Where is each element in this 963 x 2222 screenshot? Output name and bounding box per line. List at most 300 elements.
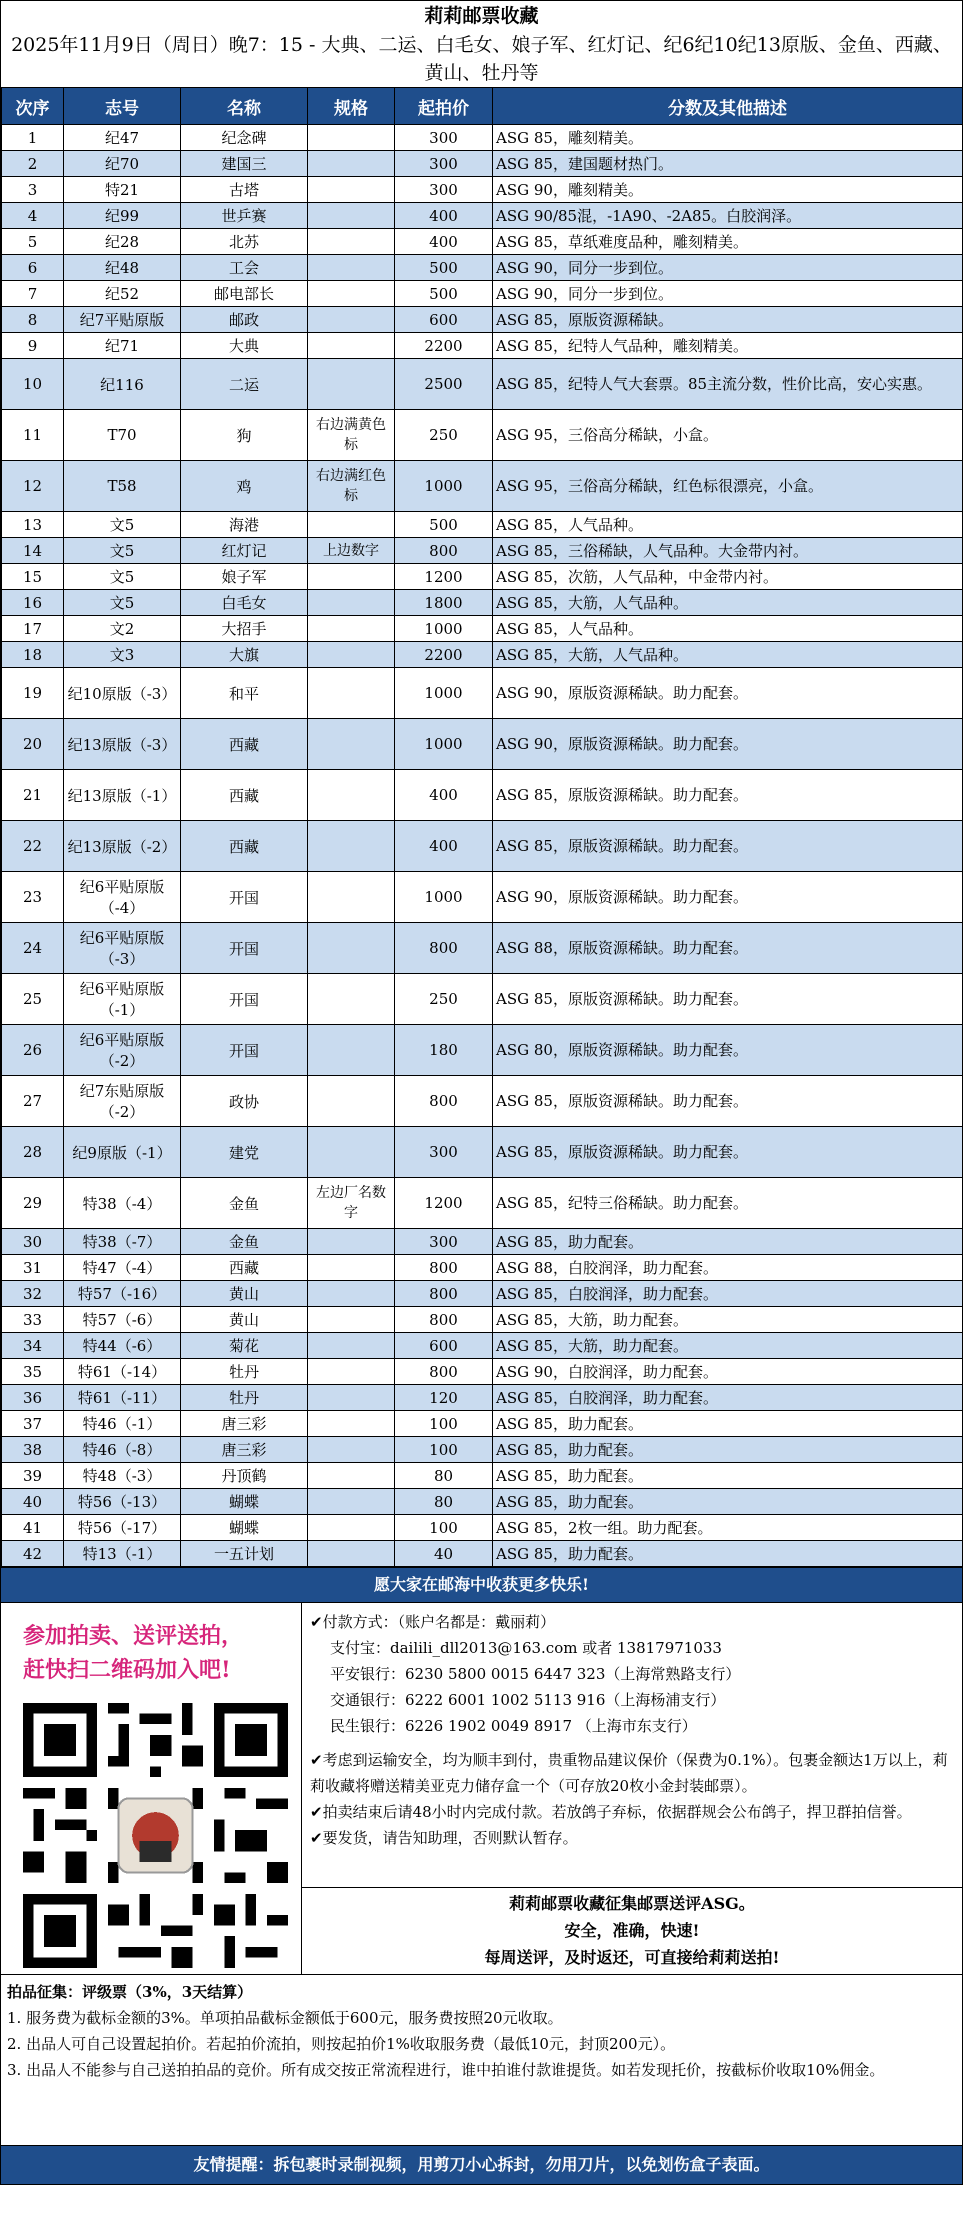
column-header-name: 名称 (181, 88, 308, 125)
stamp-code: 特56（-17） (64, 1515, 181, 1541)
table-row (2, 1437, 963, 1463)
qr-code-image[interactable] (23, 1703, 288, 1968)
lot-description: ASG 85，大筋，助力配套。 (493, 1333, 963, 1359)
stamp-name: 黄山 (181, 1307, 308, 1333)
lot-number: 22 (2, 821, 64, 872)
stamp-spec (308, 1333, 395, 1359)
lot-number: 12 (2, 461, 64, 512)
starting-price: 100 (395, 1515, 493, 1541)
stamp-spec (308, 564, 395, 590)
stamp-name: 红灯记 (181, 538, 308, 564)
table-row (2, 1541, 963, 1567)
stamp-spec (308, 307, 395, 333)
stamp-code: 特47（-4） (64, 1255, 181, 1281)
stamp-spec (308, 1229, 395, 1255)
stamp-spec (308, 923, 395, 974)
stamp-spec (308, 1437, 395, 1463)
starting-price: 1000 (395, 668, 493, 719)
stamp-name: 西藏 (181, 1255, 308, 1281)
starting-price: 80 (395, 1463, 493, 1489)
lot-number: 24 (2, 923, 64, 974)
starting-price: 500 (395, 255, 493, 281)
shipping-note: ✔考虑到运输安全，均为顺丰到付，贵重物品建议保价（保费为0.1%）。包裹金额达1万以上，莉莉收藏将赠送精美亚克力储存盒一个（可存放20枚小金封装邮票）。 (310, 1751, 948, 1795)
lot-description: ASG 85，大筋，助力配套。 (493, 1307, 963, 1333)
lot-number: 17 (2, 616, 64, 642)
stamp-spec (308, 1385, 395, 1411)
lot-description: ASG 85，2枚一组。助力配套。 (493, 1515, 963, 1541)
lot-description: ASG 90，同分一步到位。 (493, 255, 963, 281)
lot-number: 8 (2, 307, 64, 333)
stamp-code: 纪48 (64, 255, 181, 281)
stamp-code: 纪47 (64, 125, 181, 151)
stamp-name: 古塔 (181, 177, 308, 203)
lot-number: 4 (2, 203, 64, 229)
stamp-code: 纪13原版（-3） (64, 719, 181, 770)
stamp-name: 娘子军 (181, 564, 308, 590)
table-row (2, 770, 963, 821)
starting-price: 800 (395, 1281, 493, 1307)
stamp-name: 牡丹 (181, 1359, 308, 1385)
lot-number: 25 (2, 974, 64, 1025)
starting-price: 1000 (395, 719, 493, 770)
stamp-name: 海港 (181, 512, 308, 538)
table-row (2, 923, 963, 974)
promo-text (1, 1603, 301, 1687)
table-row (2, 1463, 963, 1489)
lot-description: ASG 95，三俗高分稀缺，红色标很漂亮，小盒。 (493, 461, 963, 512)
stamp-name: 开国 (181, 923, 308, 974)
stamp-name: 二运 (181, 359, 308, 410)
table-row (2, 1025, 963, 1076)
starting-price: 800 (395, 538, 493, 564)
lot-description: ASG 88，原版资源稀缺。助力配套。 (493, 923, 963, 974)
starting-price: 600 (395, 307, 493, 333)
payment-info (302, 1603, 962, 1887)
starting-price: 800 (395, 1307, 493, 1333)
stamp-code: 特61（-11） (64, 1385, 181, 1411)
table-row (2, 564, 963, 590)
starting-price: 400 (395, 821, 493, 872)
table-row (2, 151, 963, 177)
stamp-name: 菊花 (181, 1333, 308, 1359)
stamp-name: 白毛女 (181, 590, 308, 616)
starting-price: 400 (395, 203, 493, 229)
lot-number: 32 (2, 1281, 64, 1307)
starting-price: 40 (395, 1541, 493, 1567)
lot-description: ASG 85，建国题材热门。 (493, 151, 963, 177)
stamp-spec: 左边厂名数字 (308, 1178, 395, 1229)
table-header-row (2, 88, 963, 125)
lot-description: ASG 95，三俗高分稀缺，小盒。 (493, 410, 963, 461)
table-row (2, 1411, 963, 1437)
stamp-name: 唐三彩 (181, 1411, 308, 1437)
table-row (2, 719, 963, 770)
stamp-spec (308, 590, 395, 616)
stamp-spec (308, 616, 395, 642)
table-row (2, 590, 963, 616)
table-row (2, 1307, 963, 1333)
table-row (2, 1489, 963, 1515)
table-row (2, 872, 963, 923)
column-header-desc: 分数及其他描述 (493, 88, 963, 125)
friendly-tip-banner: 友情提醒：拆包裹时录制视频，用剪刀小心拆封，勿用刀片，以免划伤盒子表面。 (1, 2145, 962, 2184)
service-line-1: 莉莉邮票收藏征集邮票送评ASG。 (509, 1894, 755, 1913)
table-row (2, 125, 963, 151)
lot-description: ASG 85，白胶润泽，助力配套。 (493, 1385, 963, 1411)
starting-price: 2500 (395, 359, 493, 410)
stamp-code: 纪28 (64, 229, 181, 255)
lot-number: 40 (2, 1489, 64, 1515)
starting-price: 300 (395, 151, 493, 177)
stamp-code: 特56（-13） (64, 1489, 181, 1515)
starting-price: 80 (395, 1489, 493, 1515)
stamp-code: 文2 (64, 616, 181, 642)
stamp-spec (308, 151, 395, 177)
payment-column (302, 1603, 962, 1974)
table-row (2, 333, 963, 359)
stamp-name: 开国 (181, 872, 308, 923)
stamp-name: 牡丹 (181, 1385, 308, 1411)
stamp-spec (308, 719, 395, 770)
payment-deadline-note: ✔拍卖结束后请48小时内完成付款。若放鸽子弃标，依据群规会公布鸽子，捍卫群拍信誉。 (310, 1803, 912, 1821)
starting-price: 800 (395, 1255, 493, 1281)
starting-price: 300 (395, 125, 493, 151)
lot-number: 41 (2, 1515, 64, 1541)
stamp-spec (308, 1463, 395, 1489)
stamp-spec (308, 1281, 395, 1307)
rule-3: 3. 出品人不能参与自己送拍拍品的竞价。所有成交按正常流程进行，谁中拍谁付款谁提货。如若发现托价，按截标价收取10%佣金。 (7, 2061, 885, 2079)
table-row (2, 668, 963, 719)
lot-description: ASG 85，大筋，人气品种。 (493, 590, 963, 616)
stamp-name: 蝴蝶 (181, 1489, 308, 1515)
stamp-name: 开国 (181, 1025, 308, 1076)
lot-description: ASG 85，人气品种。 (493, 512, 963, 538)
table-row (2, 359, 963, 410)
lot-number: 42 (2, 1541, 64, 1567)
stamp-name: 金鱼 (181, 1178, 308, 1229)
stamp-code: 特57（-6） (64, 1307, 181, 1333)
lot-description: ASG 85，助力配套。 (493, 1437, 963, 1463)
table-row (2, 512, 963, 538)
lot-description: ASG 85，原版资源稀缺。助力配套。 (493, 1127, 963, 1178)
stamp-code: 纪116 (64, 359, 181, 410)
stamp-code: 纪6平贴原版（-4） (64, 872, 181, 923)
lot-description: ASG 85，助力配套。 (493, 1463, 963, 1489)
table-row (2, 203, 963, 229)
lot-description: ASG 85，三俗稀缺，人气品种。大金带内衬。 (493, 538, 963, 564)
grading-service-box (302, 1887, 962, 1974)
stamp-spec (308, 770, 395, 821)
lot-description: ASG 90，原版资源稀缺。助力配套。 (493, 872, 963, 923)
lot-description: ASG 85，助力配套。 (493, 1229, 963, 1255)
starting-price: 300 (395, 1229, 493, 1255)
stamp-name: 建党 (181, 1127, 308, 1178)
stamp-spec (308, 974, 395, 1025)
lot-number: 36 (2, 1385, 64, 1411)
stamp-spec (308, 1541, 395, 1567)
lot-description: ASG 85，人气品种。 (493, 616, 963, 642)
starting-price: 120 (395, 1385, 493, 1411)
pingan-bank-account: 平安银行：6230 5800 0015 6447 323（上海常熟路支行） (330, 1665, 741, 1683)
wish-banner: 愿大家在邮海中收获更多快乐! (1, 1567, 962, 1602)
stamp-code: 纪6平贴原版（-1） (64, 974, 181, 1025)
starting-price: 800 (395, 1359, 493, 1385)
stamp-name: 狗 (181, 410, 308, 461)
stamp-code: 文5 (64, 564, 181, 590)
stamp-code: 特38（-4） (64, 1178, 181, 1229)
rule-1: 1. 服务费为截标金额的3%。单项拍品截标金额低于600元，服务费按照20元收取。 (7, 2009, 563, 2027)
starting-price: 800 (395, 1076, 493, 1127)
lot-number: 19 (2, 668, 64, 719)
stamp-code: 纪6平贴原版（-2） (64, 1025, 181, 1076)
lot-number: 34 (2, 1333, 64, 1359)
lot-number: 20 (2, 719, 64, 770)
lot-number: 5 (2, 229, 64, 255)
starting-price: 500 (395, 281, 493, 307)
starting-price: 500 (395, 512, 493, 538)
lot-number: 18 (2, 642, 64, 668)
service-line-3: 每周送评，及时返还，可直接给莉莉送拍! (484, 1948, 780, 1967)
stamp-name: 一五计划 (181, 1541, 308, 1567)
stamp-spec (308, 1489, 395, 1515)
rules-title: 拍品征集：评级票（3%，3天结算） (7, 1983, 253, 2001)
stamp-code: 特46（-1） (64, 1411, 181, 1437)
starting-price: 1200 (395, 1178, 493, 1229)
stamp-name: 大旗 (181, 642, 308, 668)
stamp-name: 西藏 (181, 719, 308, 770)
stamp-code: 特46（-8） (64, 1437, 181, 1463)
starting-price: 100 (395, 1437, 493, 1463)
stamp-name: 邮政 (181, 307, 308, 333)
starting-price: 250 (395, 410, 493, 461)
comm-bank-account: 交通银行：6222 6001 1002 5113 916（上海杨浦支行） (330, 1691, 726, 1709)
stamp-spec (308, 821, 395, 872)
table-row (2, 410, 963, 461)
stamp-spec (308, 1255, 395, 1281)
rule-2: 2. 出品人可自己设置起拍价。若起拍价流拍，则按起拍价1%收取服务费（最低10元，封顶200元）。 (7, 2035, 676, 2053)
stamp-code: 文5 (64, 512, 181, 538)
stamp-spec (308, 281, 395, 307)
lot-description: ASG 85，白胶润泽，助力配套。 (493, 1281, 963, 1307)
lot-description: ASG 90，同分一步到位。 (493, 281, 963, 307)
lot-number: 39 (2, 1463, 64, 1489)
starting-price: 400 (395, 770, 493, 821)
lot-number: 27 (2, 1076, 64, 1127)
starting-price: 180 (395, 1025, 493, 1076)
stamp-name: 大招手 (181, 616, 308, 642)
starting-price: 1000 (395, 461, 493, 512)
table-row (2, 461, 963, 512)
stamp-name: 建国三 (181, 151, 308, 177)
stamp-name: 西藏 (181, 821, 308, 872)
stamp-code: 特13（-1） (64, 1541, 181, 1567)
stamp-code: 文5 (64, 538, 181, 564)
lot-description: ASG 85，原版资源稀缺。助力配套。 (493, 1076, 963, 1127)
stamp-code: 纪9原版（-1） (64, 1127, 181, 1178)
lot-description: ASG 80，原版资源稀缺。助力配套。 (493, 1025, 963, 1076)
stamp-code: 特48（-3） (64, 1463, 181, 1489)
service-line-2: 安全，准确，快速! (564, 1921, 700, 1940)
stamp-name: 世乒赛 (181, 203, 308, 229)
table-row (2, 616, 963, 642)
stamp-code: 纪13原版（-2） (64, 821, 181, 872)
lot-description: ASG 85，纪特三俗稀缺。助力配套。 (493, 1178, 963, 1229)
stamp-code: 文5 (64, 590, 181, 616)
lot-number: 26 (2, 1025, 64, 1076)
lot-number: 38 (2, 1437, 64, 1463)
stamp-code: 纪6平贴原版（-3） (64, 923, 181, 974)
stamp-spec: 上边数字 (308, 538, 395, 564)
info-section (1, 1602, 962, 1974)
table-row (2, 1515, 963, 1541)
table-row (2, 177, 963, 203)
starting-price: 2200 (395, 642, 493, 668)
column-header-code: 志号 (64, 88, 181, 125)
stamp-name: 北苏 (181, 229, 308, 255)
lot-number: 9 (2, 333, 64, 359)
stamp-spec: 右边满黄色标 (308, 410, 395, 461)
stamp-spec (308, 177, 395, 203)
stamp-spec (308, 1359, 395, 1385)
starting-price: 1000 (395, 872, 493, 923)
starting-price: 1800 (395, 590, 493, 616)
stamp-spec (308, 1127, 395, 1178)
starting-price: 100 (395, 1411, 493, 1437)
lot-description: ASG 85，原版资源稀缺。助力配套。 (493, 974, 963, 1025)
stamp-name: 纪念碑 (181, 125, 308, 151)
lot-description: ASG 85，大筋，人气品种。 (493, 642, 963, 668)
lot-number: 30 (2, 1229, 64, 1255)
lots-table-body (2, 125, 963, 1567)
stamp-code: 纪13原版（-1） (64, 770, 181, 821)
lot-number: 13 (2, 512, 64, 538)
stamp-name: 和平 (181, 668, 308, 719)
stamp-name: 工会 (181, 255, 308, 281)
stamp-code: 特44（-6） (64, 1333, 181, 1359)
table-row (2, 307, 963, 333)
lot-description: ASG 85，草纸难度品种，雕刻精美。 (493, 229, 963, 255)
column-header-price: 起拍价 (395, 88, 493, 125)
stamp-spec (308, 229, 395, 255)
page-title: 莉莉邮票收藏 (424, 5, 539, 27)
starting-price: 300 (395, 177, 493, 203)
table-row (2, 1359, 963, 1385)
starting-price: 800 (395, 923, 493, 974)
stamp-code: 纪71 (64, 333, 181, 359)
table-row (2, 1385, 963, 1411)
lot-number: 29 (2, 1178, 64, 1229)
stamp-code: 纪70 (64, 151, 181, 177)
table-row (2, 821, 963, 872)
stamp-name: 政协 (181, 1076, 308, 1127)
stamp-code: 纪99 (64, 203, 181, 229)
lot-number: 33 (2, 1307, 64, 1333)
lot-number: 7 (2, 281, 64, 307)
lot-number: 16 (2, 590, 64, 616)
table-row (2, 281, 963, 307)
lot-number: 10 (2, 359, 64, 410)
stamp-spec (308, 359, 395, 410)
consignment-rules (1, 1974, 962, 2145)
stamp-code: 纪52 (64, 281, 181, 307)
auction-subtitle: 2025年11月9日（周日）晚7：15 - 大典、二运、白毛女、娘子军、红灯记、纪6纪10纪13原版、金鱼、西藏、黄山、牡丹等 (11, 34, 952, 84)
stamp-spec (308, 872, 395, 923)
stamp-name: 开国 (181, 974, 308, 1025)
lot-description: ASG 90，雕刻精美。 (493, 177, 963, 203)
minsheng-bank-account: 民生银行：6226 1902 0049 8917 （上海市东支行） (330, 1717, 697, 1735)
table-row (2, 974, 963, 1025)
stamp-spec (308, 642, 395, 668)
lot-description: ASG 90/85混，-1A90、-2A85。白胶润泽。 (493, 203, 963, 229)
stamp-name: 唐三彩 (181, 1437, 308, 1463)
stamp-spec (308, 125, 395, 151)
stamp-name: 西藏 (181, 770, 308, 821)
stamp-code: T58 (64, 461, 181, 512)
lot-number: 15 (2, 564, 64, 590)
promo-panel (1, 1603, 302, 1974)
stamp-spec (308, 203, 395, 229)
stamp-code: 纪7东贴原版（-2） (64, 1076, 181, 1127)
lot-number: 2 (2, 151, 64, 177)
lot-description: ASG 85，次筋，人气品种，中金带内衬。 (493, 564, 963, 590)
lot-description: ASG 85，纪特人气品种，雕刻精美。 (493, 333, 963, 359)
starting-price: 300 (395, 1127, 493, 1178)
starting-price: 400 (395, 229, 493, 255)
stamp-name: 蝴蝶 (181, 1515, 308, 1541)
lot-number: 31 (2, 1255, 64, 1281)
lot-number: 14 (2, 538, 64, 564)
stamp-spec (308, 1025, 395, 1076)
lot-description: ASG 88，白胶润泽，助力配套。 (493, 1255, 963, 1281)
stamp-code: 特61（-14） (64, 1359, 181, 1385)
lot-number: 23 (2, 872, 64, 923)
table-row (2, 1127, 963, 1178)
table-row (2, 1178, 963, 1229)
stamp-code: 纪10原版（-3） (64, 668, 181, 719)
lot-description: ASG 90，原版资源稀缺。助力配套。 (493, 668, 963, 719)
lot-number: 11 (2, 410, 64, 461)
stamp-spec (308, 1307, 395, 1333)
stamp-name: 大典 (181, 333, 308, 359)
table-row (2, 538, 963, 564)
stamp-code: 特38（-7） (64, 1229, 181, 1255)
lot-description: ASG 90，原版资源稀缺。助力配套。 (493, 719, 963, 770)
lot-number: 1 (2, 125, 64, 151)
stamp-spec (308, 1076, 395, 1127)
column-header-no: 次序 (2, 88, 64, 125)
table-row (2, 642, 963, 668)
stamp-code: T70 (64, 410, 181, 461)
table-row (2, 1229, 963, 1255)
lot-description: ASG 90，白胶润泽，助力配套。 (493, 1359, 963, 1385)
lot-description: ASG 85，雕刻精美。 (493, 125, 963, 151)
stamp-spec (308, 333, 395, 359)
lot-description: ASG 85，助力配套。 (493, 1411, 963, 1437)
lot-description: ASG 85，原版资源稀缺。助力配套。 (493, 821, 963, 872)
stamp-name: 邮电部长 (181, 281, 308, 307)
lot-description: ASG 85，助力配套。 (493, 1489, 963, 1515)
column-header-spec: 规格 (308, 88, 395, 125)
table-row (2, 1076, 963, 1127)
table-row (2, 1333, 963, 1359)
table-row (2, 229, 963, 255)
lot-number: 6 (2, 255, 64, 281)
lot-number: 28 (2, 1127, 64, 1178)
starting-price: 1200 (395, 564, 493, 590)
lot-number: 35 (2, 1359, 64, 1385)
lot-description: ASG 85，原版资源稀缺。助力配套。 (493, 770, 963, 821)
lot-description: ASG 85，助力配套。 (493, 1541, 963, 1567)
